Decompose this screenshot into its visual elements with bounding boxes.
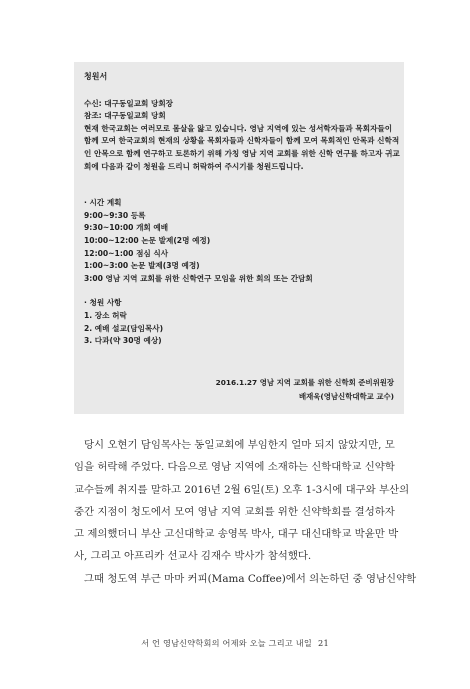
signature-line: 2016.1.27 영남 지역 교회를 위한 신학회 준비위원장 [215, 378, 394, 387]
body-line: 임을 허락해 주었다. 다음으로 영남 지역에 소재하는 신학대학교 신약학 [74, 461, 395, 474]
petition-paragraph-line: 회에 다음과 같이 청원을 드리니 허락하여 주시기를 청원드립니다. [84, 161, 304, 171]
petition-paragraph-line: 현재 한국교회는 여러모로 몸살을 앓고 있습니다. 영남 지역에 있는 성서학자들과 목회자들이 [84, 123, 393, 133]
body-line: 그때 청도역 부근 마마 커피(Mama Coffee)에서 의논하던 중 영남신약학 [84, 572, 417, 585]
body-line: 중간 지점이 청도에서 모여 영남 지역 교회를 위한 신약학회를 결성하자 [74, 505, 395, 518]
schedule-item: 1:00~3:00 논문 발제(3명 예정) [84, 261, 200, 271]
petition-paragraph-line: 함께 모여 한국교회의 현재의 상황을 목회자들과 신학자들이 함께 모여 목회적인 안목과 신학적 [84, 136, 400, 146]
running-footer-title: 서 언 영남신약학회의 어제와 오늘 그리고 내일 [141, 638, 313, 648]
petition-reference: 참조: 대구동일교회 당회 [84, 111, 166, 121]
body-line: 당시 오현기 담임목사는 동일교회에 부임한지 얼마 되지 않았지만, 모 [84, 439, 395, 451]
requests-heading: · 청원 사항 [84, 298, 122, 308]
page-footer [0, 638, 470, 649]
body-text [74, 434, 417, 590]
petition-box [74, 62, 404, 414]
schedule-item: 3:00 영남 지역 교회를 위한 신학연구 모임을 위한 회의 또는 간담회 [84, 273, 313, 283]
schedule-heading: · 시간 계획 [84, 198, 122, 208]
schedule-item: 9:00~9:30 등록 [84, 210, 146, 220]
petition-title: 청원서 [84, 72, 108, 81]
request-item: 3. 다과(약 30명 예상) [84, 336, 162, 346]
petition-recipient: 수신: 대구동일교회 당회장 [84, 98, 174, 108]
petition-paragraph-line: 인 안목으로 함께 연구하고 토론하기 위해 가칭 영남 지역 교회를 위한 신학 연구를 하고자 귀교 [84, 148, 400, 158]
schedule-item: 9:30~10:00 개회 예배 [84, 223, 169, 233]
body-line: 고 제의했더니 부산 고신대학교 송영목 박사, 대구 대신대학교 박윤만 박 [74, 528, 399, 541]
page-number: 21 [318, 638, 329, 648]
request-item: 2. 예배 설교(담임목사) [84, 323, 164, 333]
body-line: 사, 그리고 아프리카 선교사 김재수 박사가 참석했다. [74, 550, 312, 563]
request-item: 1. 장소 허락 [84, 310, 127, 320]
body-line: 교수들께 취지를 말하고 2016년 2월 6일(토) 오후 1-3시에 대구와 부산의 [74, 483, 410, 496]
signature-name: 배재욱(영남신학대학교 교수) [298, 392, 394, 401]
schedule-item: 12:00~1:00 점심 식사 [84, 248, 169, 258]
schedule-item: 10:00~12:00 논문 발제(2명 예정) [84, 235, 211, 245]
